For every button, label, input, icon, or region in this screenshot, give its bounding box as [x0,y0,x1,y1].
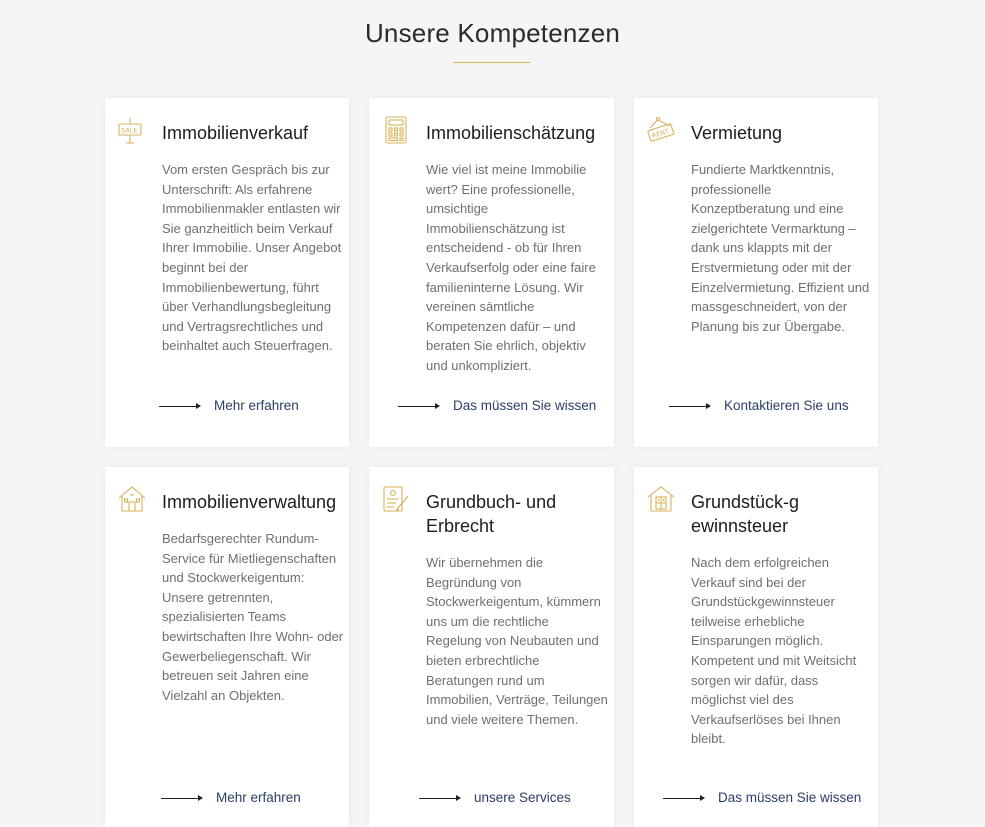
link-label: Das müssen Sie wissen [718,790,862,805]
document-pen-icon [381,484,411,514]
title-underline [453,62,530,63]
sale-sign-icon [117,115,147,145]
rent-sign-icon [646,115,676,145]
link-label: unsere Services [474,790,571,805]
card-title: Vermietung [691,123,783,143]
section-title: Unsere Kompetenzen [364,18,621,48]
card-description: Bedarfsgerechter Rundum-Service für Mietliegenschaften und Stockwerkeigentum: Unsere getrennten, spezialisierten Teams bewirtschaften Ihre Wohn- oder Gewerbeliegenschaft. Wir betreuen seit Jahren eine Vielzahl an Objekten. [162,531,344,703]
unsere-services-link[interactable] [419,790,571,805]
arrow-right-icon [669,402,711,410]
card-description: Fundierte Marktkenntnis, professionelle Konzeptberatung und eine zielgerichtete Vermarktung – dank uns klappts mit der Erstvermietung oder mit der Einzelvermietung. Effizient und massgeschneidert, von der Planung bis zur Übergabe. [691,162,870,334]
link-label: Mehr erfahren [216,790,301,805]
arrow-right-icon [398,402,440,410]
arrow-right-icon [161,794,203,802]
card-immobilienverkauf [105,98,349,447]
card-grundstueckgewinnsteuer [634,467,878,827]
card-title: Grundbuch- und Erbrecht [426,492,557,536]
das-muessen-sie-wissen-link[interactable] [663,790,861,805]
card-description: Wir übernehmen die Begründung von Stockwerkeigentum, kümmern uns um die rechtliche Regelung von Neubauten und bieten erbrechtliche Beratungen rund um Immobilien, Verträge, Teilungen und viele weitere Themen. [426,555,608,727]
link-label: Mehr erfahren [214,398,299,413]
house-calculator-icon [646,484,676,514]
mehr-erfahren-link[interactable] [161,790,301,805]
mehr-erfahren-link[interactable] [159,398,299,413]
card-description: Wie viel ist meine Immobilie wert? Eine professionelle, umsichtige Immobilienschätzung ist entscheidend - ob für Ihren Verkaufserfolg oder eine faire familieninterne Lösung. Wir vereinen sämtliche Kompetenzen dafür – und beraten Sie ehrlich, objektiv und unkompliziert. [426,162,596,373]
card-description: Nach dem erfolgreichen Verkauf sind bei der Grundstückgewinnsteuer teilweise erhebliche Einsparungen möglich. Kompetent und mit Weitsicht sorgen wir dafür, dass möglichst viel des Verkaufserlöses bei Ihnen bleibt. [691,555,857,747]
house-icon [117,484,147,514]
calculator-icon [381,115,411,145]
card-vermietung [634,98,878,447]
card-title: Immobilienschätzung [426,123,596,143]
kontaktieren-sie-uns-link[interactable] [669,398,849,413]
card-title: Grundstück-gewinnsteuer [691,492,800,536]
link-label: Kontaktieren Sie uns [724,398,849,413]
arrow-right-icon [159,402,201,410]
card-title: Immobilienverwaltung [162,492,337,512]
arrow-right-icon [663,794,705,802]
arrow-right-icon [419,794,461,802]
card-immobilienschaetzung [369,98,614,447]
card-grundbuch-und-erbrecht [369,467,614,827]
svg-text:SALE: SALE [121,126,138,135]
card-description: Vom ersten Gespräch bis zur Unterschrift: Als erfahrene Immobilienmakler entlasten wir Sie ganzheitlich beim Verkauf Ihrer Immobilie. Unser Angebot beginnt bei der Immobilienbewertung, führt über Verhandlungsbegleitung und Vertragsrechtliches und beinhaltet auch Steuerfragen. [162,162,342,354]
das-muessen-sie-wissen-link[interactable] [398,398,596,413]
card-title: Immobilienverkauf [162,123,309,143]
svg-text:RENT: RENT [650,127,670,141]
card-immobilienverwaltung [105,467,349,827]
link-label: Das müssen Sie wissen [453,398,597,413]
